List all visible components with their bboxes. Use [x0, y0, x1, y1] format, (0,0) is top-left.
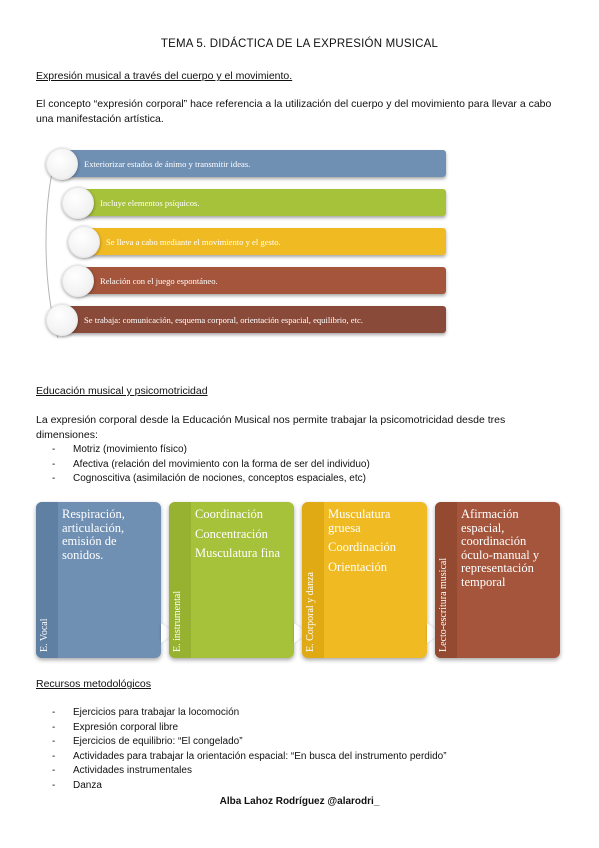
- section3-heading: Recursos metodológicos: [36, 678, 151, 690]
- box-corporal-side: [302, 502, 324, 658]
- box-item: Orientación: [328, 559, 388, 574]
- diagram-row-1: [60, 150, 446, 177]
- box-corporal-label: E. Corporal y danza: [305, 572, 316, 652]
- box-item: Musculatura gruesa: [328, 507, 391, 535]
- box-item: Respiración, articulación, emisión de sonidos.: [62, 507, 125, 562]
- psychomotor-diagram: [36, 502, 566, 662]
- list-item: - Ejercicios para trabajar la locomoción: [52, 706, 447, 721]
- bullet-circle-icon: [62, 187, 94, 219]
- diagram-row-4: [76, 267, 446, 294]
- list-item: - Actividades para trabajar la orientación espacial: “En busca del instrumento perdido”: [52, 750, 447, 765]
- box-item: Afirmación espacial, coordinación óculo-manual y representación temporal: [461, 507, 540, 589]
- box-lectoescritura-side: [435, 502, 457, 658]
- expression-diagram: [40, 146, 460, 342]
- diagram-row-3-text: Se lleva a cabo mediante el movimiento y el gesto.: [106, 236, 281, 247]
- box-corporal: [302, 502, 427, 658]
- list-item: - Motriz (movimiento físico): [52, 443, 370, 458]
- page-title: TEMA 5. DIDÁCTICA DE LA EXPRESIÓN MUSICAL: [160, 38, 439, 50]
- list-item: - Ejercicios de equilibrio: “El congelado”: [52, 735, 447, 750]
- section2-heading: Educación musical y psicomotricidad: [36, 385, 208, 397]
- diagram-row-2: [76, 189, 446, 216]
- box-lectoescritura-label: Lecto-escritura musical: [438, 557, 449, 652]
- diagram-row-5: [60, 306, 446, 333]
- box-item: Coordinación: [195, 507, 264, 521]
- list-item: - Cognoscitiva (asimilación de nociones, conceptos espaciales, etc): [52, 472, 370, 487]
- bullet-circle-icon: [46, 304, 78, 336]
- resources-list: [52, 706, 447, 793]
- diagram-row-2-text: Incluye elementos psíquicos.: [100, 197, 200, 208]
- diagram-row-5-text: Se trabaja: comunicación, esquema corporal, orientación espacial, equilibrio, etc.: [84, 314, 363, 325]
- box-item: Concentración: [195, 526, 268, 541]
- section1-paragraph: El concepto “expresión corporal” hace referencia a la utilización del cuerpo y del movimiento para llevar a cabo una manifestación artística.: [36, 98, 552, 125]
- footer-author: Alba Lahoz Rodríguez @alarodri_: [219, 796, 380, 807]
- section1-heading: Expresión musical a través del cuerpo y el movimiento.: [36, 70, 293, 82]
- box-lectoescritura-content: [461, 508, 556, 599]
- box-instrumental-content: [195, 508, 290, 567]
- list-item: - Danza: [52, 779, 447, 794]
- section2-paragraph: La expresión corporal desde la Educación Musical nos permite trabajar la psicomotricidad desde tres dimensiones:: [36, 414, 506, 441]
- list-item: - Afectiva (relación del movimiento con la forma de ser del individuo): [52, 458, 370, 473]
- box-vocal: [36, 502, 161, 658]
- diagram-row-4-text: Relación con el juego espontáneo.: [100, 275, 218, 286]
- dimensions-list: [52, 443, 370, 487]
- box-vocal-content: [36, 508, 157, 572]
- list-item: - Actividades instrumentales: [52, 764, 447, 779]
- box-instrumental: [169, 502, 294, 658]
- list-item: - Expresión corporal libre: [52, 721, 447, 736]
- box-item: Musculatura fina: [195, 546, 281, 560]
- diagram-row-3: [82, 228, 446, 255]
- box-instrumental-label: E. instrumental: [172, 590, 183, 652]
- diagram-row-1-text: Exteriorizar estados de ánimo y transmitir ideas.: [84, 158, 251, 169]
- bullet-circle-icon: [62, 265, 94, 297]
- box-corporal-content: [328, 508, 423, 580]
- bullet-circle-icon: [46, 148, 78, 180]
- box-item: Coordinación: [328, 540, 397, 554]
- box-lectoescritura: [435, 502, 560, 658]
- bullet-circle-icon: [68, 226, 100, 258]
- box-vocal-label: E. Vocal: [39, 618, 50, 652]
- box-instrumental-side: [169, 502, 191, 658]
